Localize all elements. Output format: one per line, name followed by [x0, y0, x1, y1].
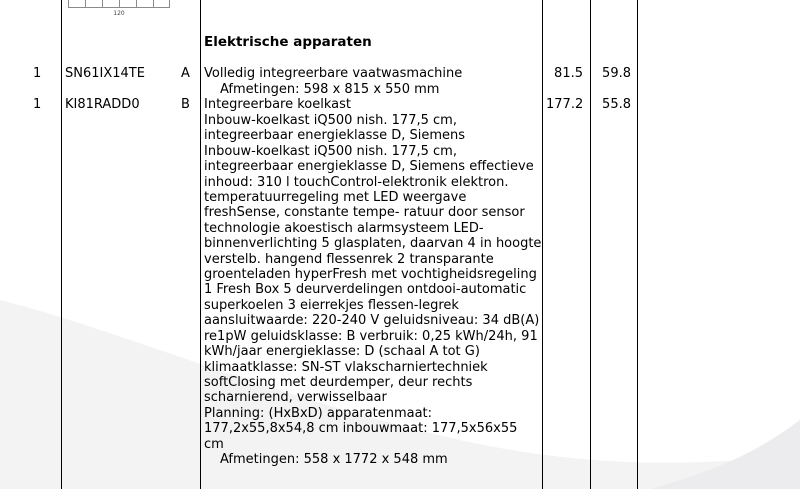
column-rule: [590, 0, 591, 489]
row-variant: A: [181, 66, 190, 81]
column-rule: [637, 0, 638, 489]
description-line: softClosing met deurdemper, deur rechts: [204, 374, 473, 390]
description-line: verstelb. hangend flessenrek 2 transparante: [204, 251, 494, 267]
row-variant: B: [181, 97, 190, 112]
description-line: freshSense, constante tempe- ratuur door sensor: [204, 205, 525, 221]
description-line: inhoud: 310 l touchControl-elektronik elektron.: [204, 174, 509, 190]
description-line: binnenverlichting 5 glasplaten, daarvan 4 in hoogte: [204, 236, 542, 252]
drawing-thumbnail: [68, 0, 170, 8]
description-line: re1pW geluidsklasse: B verbruik: 0,25 kWh/24h, 91: [204, 328, 538, 344]
description-line: Inbouw-koelkast iQ500 nish. 177,5 cm,: [204, 113, 457, 128]
row-dimensions: Afmetingen: 558 x 1772 x 548 mm: [220, 451, 448, 467]
section-title: Elektrische apparaten: [204, 34, 372, 50]
row-title: Volledig integreerbare vaatwasmachine: [204, 66, 463, 81]
description-line: integreerbaar energieklasse D, Siemens effectieve: [204, 159, 534, 175]
description-line: cm: [204, 436, 224, 452]
description-line: technologie akoestisch alarmsysteem LED-: [204, 220, 484, 236]
row-value-2: 59.8: [602, 66, 631, 81]
row-dimensions: Afmetingen: 598 x 815 x 550 mm: [220, 82, 440, 97]
row-qty: 1: [33, 97, 42, 112]
row-title: Integreerbare koelkast: [204, 97, 351, 112]
drawing-dimension-label: 120: [113, 10, 125, 17]
description-line: Planning: (HxBxD) apparatenmaat:: [204, 405, 433, 421]
description-line: groenteladen hyperFresh met vochtigheidsregeling: [204, 267, 537, 283]
description-line: temperatuurregeling met LED weergave: [204, 190, 467, 206]
description-line: 177,2x55,8x54,8 cm inbouwmaat: 177,5x56x55: [204, 421, 518, 437]
column-rule: [200, 0, 201, 489]
description-line: 1 Fresh Box 5 deurverdelingen ontdooi-automatic: [204, 282, 527, 298]
row-value-1: 177.2: [546, 97, 584, 112]
column-rule: [542, 0, 543, 489]
row-value-2: 55.8: [602, 97, 631, 112]
row-value-1: 81.5: [554, 66, 583, 81]
description-line: Inbouw-koelkast iQ500 nish. 177,5 cm,: [204, 143, 457, 159]
description-line: aansluitwaarde: 220-240 V geluidsniveau: 34 dB(A): [204, 313, 540, 329]
description-line: superkoelen 3 eierrekjes flessen-legrek: [204, 297, 459, 313]
description-line: kWh/jaar energieklasse: D (schaal A tot G): [204, 344, 480, 360]
row-article-code: SN61IX14TE: [65, 66, 145, 81]
description-line: integreerbaar energieklasse D, Siemens: [204, 128, 466, 144]
description-line: klimaatklasse: SN-ST vlakscharniertechniek: [204, 359, 488, 375]
row-qty: 1: [33, 66, 42, 81]
row-article-code: KI81RADD0: [65, 97, 140, 112]
description-line: scharnierend, verwisselbaar: [204, 390, 387, 406]
row-description: [204, 113, 541, 467]
column-rule: [61, 0, 62, 489]
